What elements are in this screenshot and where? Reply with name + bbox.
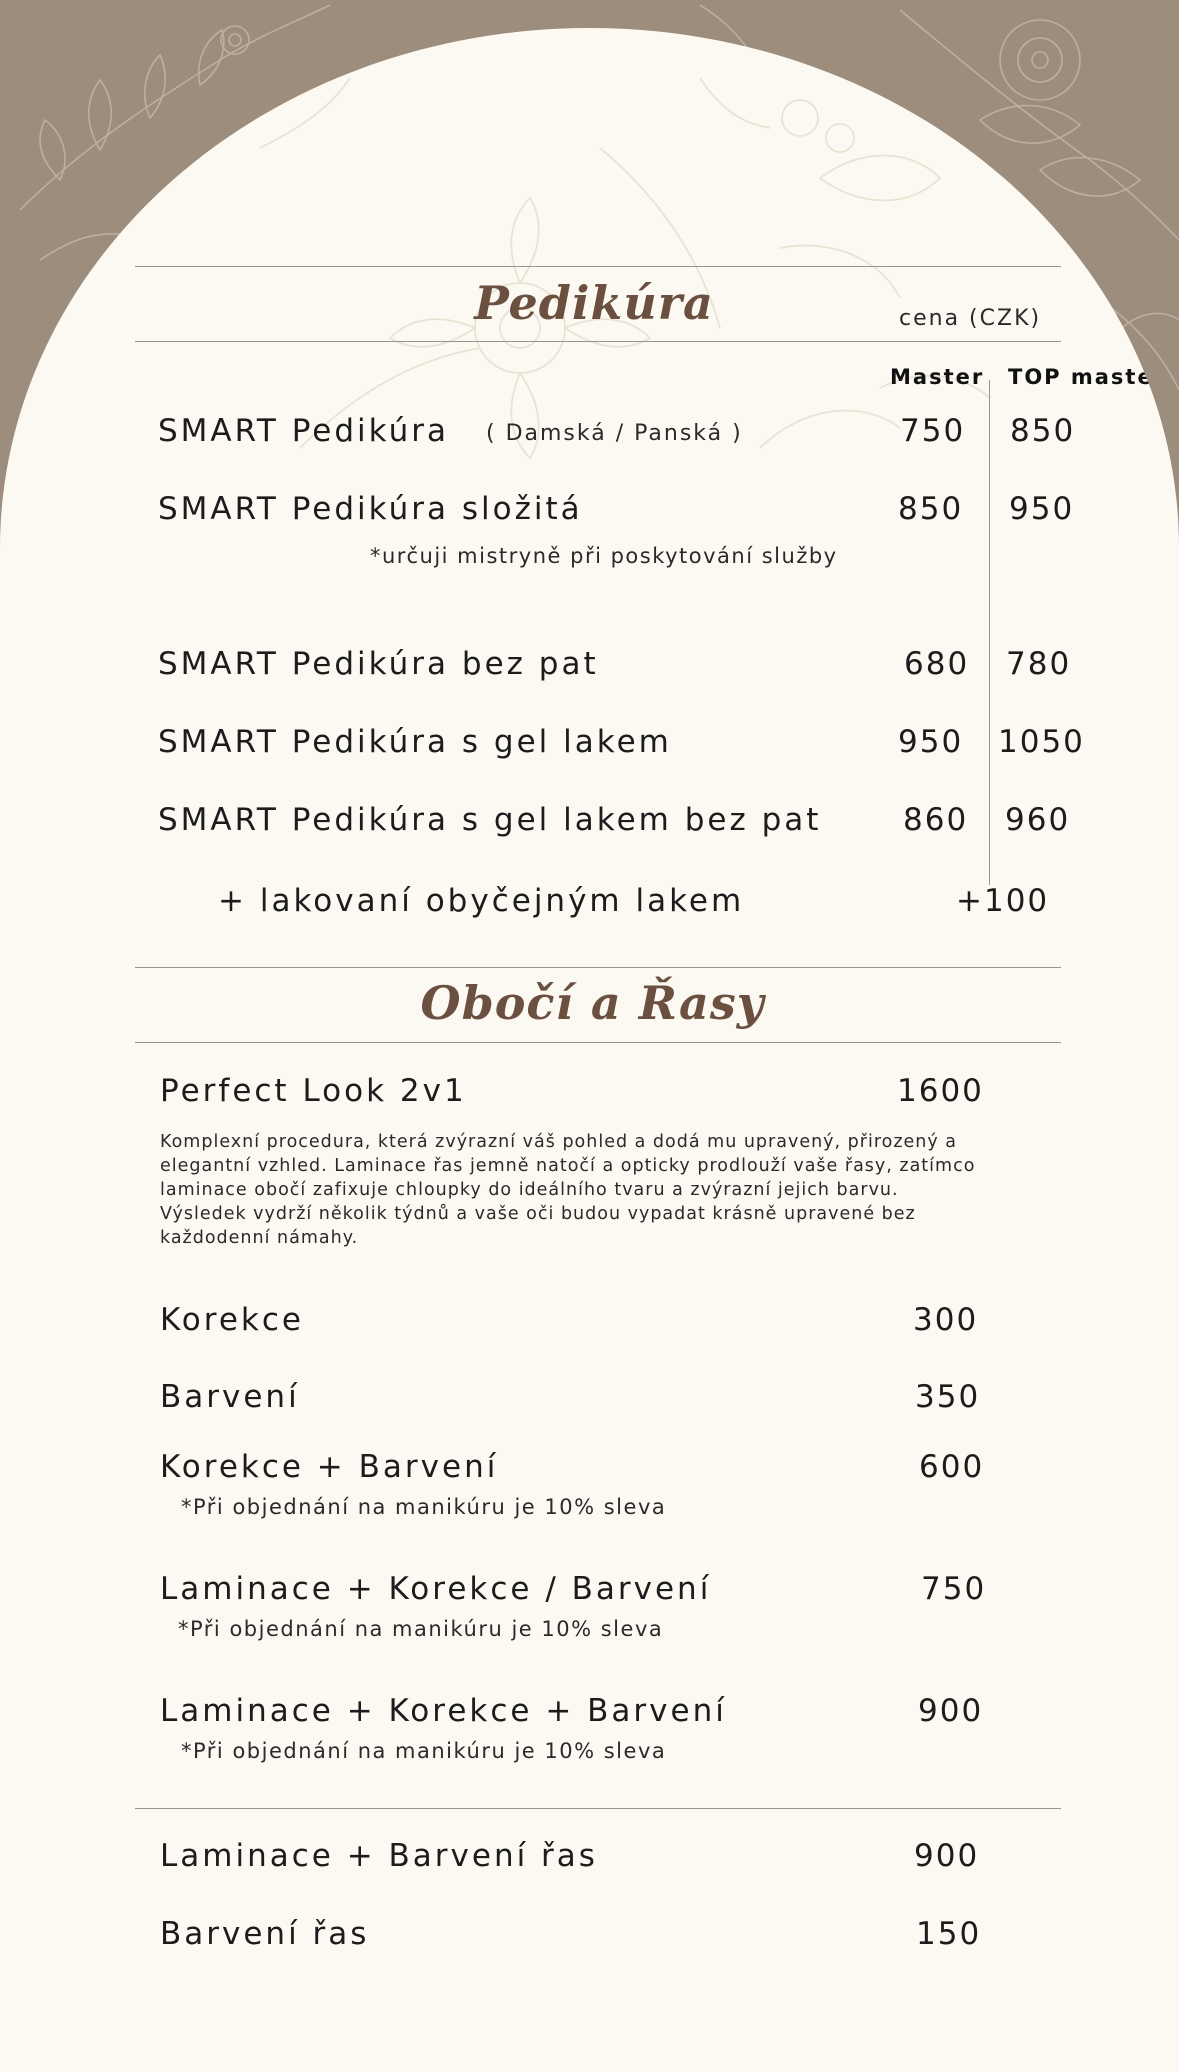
price-master: 750: [900, 413, 966, 449]
service-price: 600: [919, 1449, 985, 1485]
service-note: *určuji mistryně při poskytování služby: [370, 544, 838, 568]
service-name: Korekce + Barvení: [160, 1449, 499, 1485]
service-price: 900: [918, 1693, 984, 1729]
divider-brows-top: [135, 967, 1061, 968]
price-column-divider: [989, 380, 990, 885]
service-name: Laminace + Korekce / Barvení: [160, 1571, 712, 1607]
divider-lashes: [135, 1808, 1061, 1809]
service-subtitle: ( Damská / Panská ): [486, 421, 743, 446]
service-name: Perfect Look 2v1: [160, 1073, 467, 1109]
service-name: Korekce: [160, 1302, 304, 1338]
price-top-master: 850: [1010, 413, 1076, 449]
service-price: 750: [921, 1571, 987, 1607]
service-price: 900: [914, 1838, 980, 1874]
price-caption: cena (CZK): [899, 306, 1042, 331]
column-header-top-master: TOP master: [1008, 365, 1167, 389]
addon-price: +100: [956, 883, 1050, 919]
price-master: 950: [898, 724, 964, 760]
price-top-master: 1050: [998, 724, 1085, 760]
price-top-master: 960: [1005, 802, 1071, 838]
service-name: SMART Pedikúra složitá: [158, 491, 583, 527]
menu-card: [0, 28, 1179, 2072]
service-price: 1600: [897, 1073, 984, 1109]
service-description: Komplexní procedura, která zvýrazní váš pohled a dodá mu upravený, přirozený a elegantní vzhled. Laminace řas jemně natočí a opticky prodlouží vaše řasy, zatímco laminace obočí zafixuje chloupky do ideálního tvaru a zvýrazní jejich barvu. Výsledek vydrží několik týdnů a vaše oči budou vypadat krásně upravené bez každodenní námahy.: [160, 1132, 976, 1248]
discount-note: *Při objednání na manikúru je 10% sleva: [181, 1739, 667, 1763]
discount-note: *Při objednání na manikúru je 10% sleva: [181, 1495, 667, 1519]
price-master: 860: [903, 802, 969, 838]
divider-under-title: [135, 341, 1061, 342]
service-price: 350: [915, 1379, 981, 1415]
divider-brows-under-title: [135, 1042, 1061, 1043]
service-price: 150: [916, 1916, 982, 1952]
service-price: 300: [913, 1302, 979, 1338]
section-title-pedikura: Pedikúra: [474, 276, 714, 330]
divider-top: [135, 266, 1061, 267]
service-name: SMART Pedikúra s gel lakem bez pat: [158, 802, 822, 838]
service-name: SMART Pedikúra bez pat: [158, 646, 599, 682]
service-name: SMART Pedikúra s gel lakem: [158, 724, 672, 760]
price-master: 680: [904, 646, 970, 682]
price-top-master: 950: [1009, 491, 1075, 527]
price-master: 850: [898, 491, 964, 527]
discount-note: *Při objednání na manikúru je 10% sleva: [178, 1617, 664, 1641]
service-name: Barvení řas: [160, 1916, 370, 1952]
service-name: SMART Pedikúra: [158, 413, 450, 449]
service-name: Barvení: [160, 1379, 300, 1415]
section-title-brows-lashes: Obočí a Řasy: [420, 976, 765, 1030]
price-top-master: 780: [1006, 646, 1072, 682]
column-header-master: Master: [890, 365, 985, 389]
addon-name: + lakovaní obyčejným lakem: [218, 883, 745, 919]
floral-watermark-illustration: [0, 28, 1179, 728]
service-name: Laminace + Barvení řas: [160, 1838, 598, 1874]
service-name: Laminace + Korekce + Barvení: [160, 1693, 727, 1729]
